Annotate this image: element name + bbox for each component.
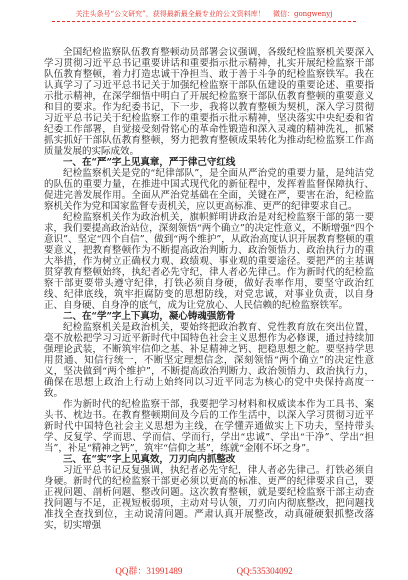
wechat-id-text: 微信：gongwenyj (272, 10, 333, 18)
body-paragraph: 纪检监察机关是党的“纪律部队”，是全面从严治党的重要力量，是纯洁党的队伍的重要力量，在推进中国式现代化的新征程中，发挥着监督保障执行、促进完善发展作用。全面从严治党基础在全面，关键在严，要害在治，纪检监察机关作为党和国家监督专责机关，应以更高标准、更严的纪律要求自己。 (44, 168, 374, 212)
body-paragraph: 习近平总书记反复强调，执纪者必先守纪，律人者必先律己。打铁必须自身硬。新时代的纪检监察干部更必须以更高的标准、更严的纪律要求自己，要正视问题、剖析问题、整改问题。这次教育整顿，就是要纪检监察干部主动查找问题与不足，正视短板弱项，主动对号认领，刀刃向内彻底整改，把问题找准找全查找到位，主动说清问题。严肃认真开展整改，动真碰硬狠抓整改落实，切实增强 (44, 465, 374, 531)
qq-group-number: QQ群：31991489 (115, 566, 183, 576)
intro-paragraph: 全国纪检监察队伍教育整顿动员部署会议强调，各级纪检监察机关要深入学习贯彻习近平总书记重要讲话和重要指示批示精神，扎实开展纪检监察干部队伍教育整顿，着力打造忠诚干净担当、敢于善于斗争的纪检监察铁军。我在认真学习了习近平总书记关于加强纪检监察干部队伍建设的重要论述、重要指示批示精神，在深学细悟中明白了开展纪检监察干部队伍教育整顿的重要意义和目的要求。作为纪委书记，下一步，我将以教育整顿为契机，深入学习贯彻习近平总书记关于纪检监察工作的重要指示批示精神，坚决落实中央纪委和省纪委工作部署，自觉接受刻骨铭心的革命性锻造和深入灵魂的精神洗礼，抓紧抓实抓好干部队伍教育整顿，努力把教育整顿成果转化为推动纪检监察工作高质量发展的实际成效。 (44, 47, 374, 157)
promo-banner (52, 8, 356, 22)
section-heading-strict: 一、在“严”字上见真章，严于律己守红线 (63, 157, 236, 168)
body-paragraph: 作为新时代的纪检监察干部，我要把学习材料和权威读本作为工具书、案头书、枕边书。在教育整顿期间及今后的工作生活中，以深入学习贯彻习近平新时代中国特色社会主义思想为主线，在学懂弄通做实上下功夫，坚持带头学、反复学、学而思、学而信、学而行，学出“忠诚”、学出“干净”、学出“担当”，补足“精神之钙”，筑牢“信仰之基”，练就“金刚不坏之身”。 (44, 399, 374, 454)
promo-notice-text: 关注头条号“公文研究”，获得最新最全最专业的公文资料库！ (75, 10, 265, 18)
document-body (44, 47, 374, 559)
contact-footer (0, 566, 408, 577)
body-paragraph: 纪检监察机关是政治机关，要始终把政治教育、党性教育放在突出位置，毫不放松把学习习近平新时代中国特色社会主义思想作为必修课，通过持续加强理论武装，不断筑牢信仰之基、补足精神之钙、把稳思想之舵。要坚持学思用贯通、知信行统一，不断坚定理想信念，深刻领悟“两个确立”的决定性意义，坚决做到“两个维护”，不断提高政治判断力、政治领悟力、政治执行力，确保在思想上政治上行动上始终同以习近平同志为核心的党中央保持高度一致。 (44, 322, 374, 399)
section-heading-study: 二、在“学”字上下真功，凝心铸魂强筋骨 (63, 311, 236, 322)
body-paragraph: 纪检监察机关作为政治机关，旗帜鲜明讲政治是对纪检监察干部的第一要求，我们要提高政治站位，深刻领悟“两个确立”的决定性意义，不断增强“四个意识”、坚定“四个自信”、做到“两个维护”，从政治高度认识开展教育整顿的重要意义，把教育整顿作为不断提高政治判断力、政治领悟力、政治执行力的重大举措，作为树立正确权力观、政绩观、事业观的重要途径。要把严的主基调贯穿教育整顿始终，执纪者必先守纪，律人者必先律己。作为新时代的纪检监察干部更要带头遵守纪律，打铁必须自身硬，做好表率作用，要坚守政治红线、纪律底线，筑牢拒腐防变的思想防线，对党忠诚，对事业负责，以自身正、自身硬、自身净的底气，成为让党放心、人民信赖的纪检监察铁军。 (44, 212, 374, 311)
section-heading-practice: 三、在“实”字上见真效，刀刃向内抓整改 (63, 454, 236, 465)
qq-number: QQ:535304092 (236, 566, 293, 576)
